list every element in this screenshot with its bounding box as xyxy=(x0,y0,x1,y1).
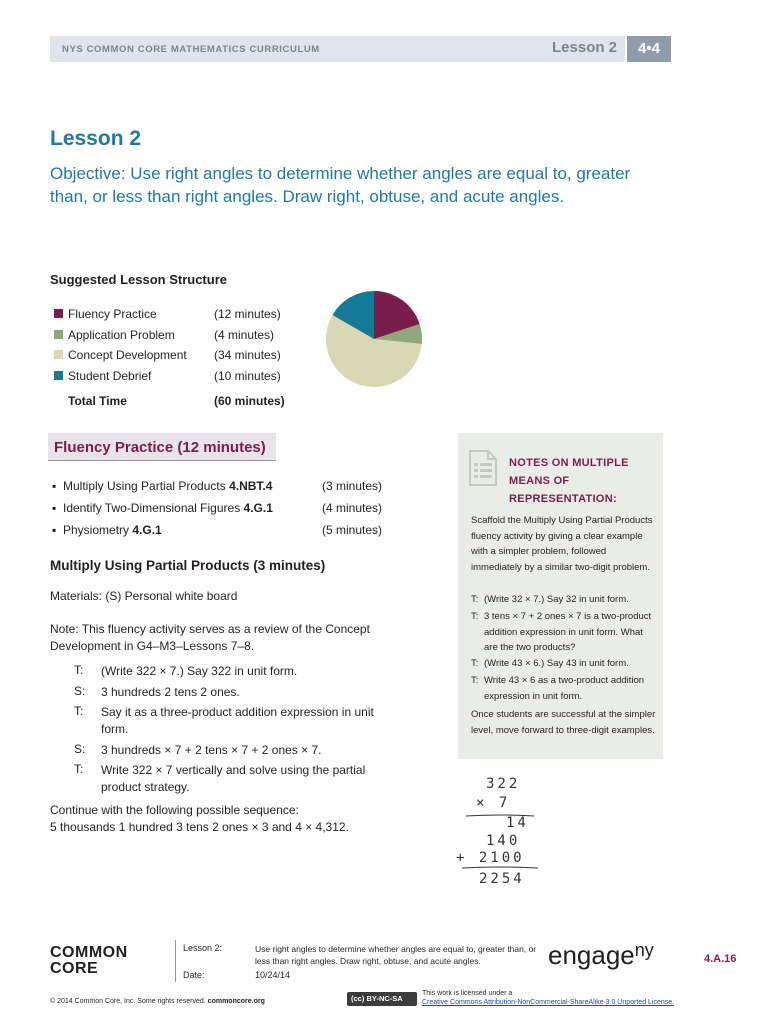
dialogue-text: 3 hundreds × 7 + 2 tens × 7 + 2 ones × 7. xyxy=(101,743,322,757)
common-core-logo: CORE xyxy=(50,960,99,977)
notes-text: (Write 32 × 7.) Say 32 in unit form. xyxy=(484,594,629,605)
activity-heading: Multiply Using Partial Products (3 minutes) xyxy=(50,558,326,573)
fluency-item-minutes: (4 minutes) xyxy=(322,501,383,515)
fluency-item-standard: 4.NBT.4 xyxy=(229,479,273,493)
structure-item-label: Fluency Practice xyxy=(68,307,157,321)
legend-swatch xyxy=(54,330,63,339)
dialogue-text: 3 hundreds 2 tens 2 ones. xyxy=(101,685,240,699)
bullet-icon: ▪ xyxy=(52,523,57,537)
license-text: This work is licensed under a xyxy=(422,990,513,997)
license-link[interactable]: Creative Commons Attribution-NonCommercial-ShareAlike 3.0 Unported License. xyxy=(422,999,675,1006)
fluency-title: Fluency Practice (12 minutes) xyxy=(54,439,266,456)
footer-date: 10/24/14 xyxy=(255,970,291,980)
handwork-line: + 2100 xyxy=(456,850,525,866)
notes-dialogue-line xyxy=(471,609,657,656)
page-code: 4.A.16 xyxy=(704,953,737,965)
legend-swatch xyxy=(54,371,63,380)
structure-item-minutes: (12 minutes) xyxy=(214,307,281,321)
copyright-text: © 2014 Common Core, Inc. Some rights reserved. xyxy=(50,998,208,1005)
header-lesson: Lesson 2 xyxy=(552,39,618,56)
fluency-item-minutes: (5 minutes) xyxy=(322,523,383,537)
curriculum-title: NYS COMMON CORE MATHEMATICS CURRICULUM xyxy=(62,44,320,55)
total-time-label: Total Time xyxy=(68,394,127,408)
structure-item-minutes: (10 minutes) xyxy=(214,369,281,383)
lesson-structure-pie xyxy=(324,289,424,389)
continue-sequence xyxy=(50,802,410,836)
handwork-line: 2254 xyxy=(479,871,525,887)
notes-dialogue-line xyxy=(471,673,657,704)
footer-lesson-label: Lesson 2: xyxy=(183,943,223,953)
notes-text: Write 43 × 6 as a two-product addition expression in unit form. xyxy=(484,675,645,702)
fluency-item-standard: 4.G.1 xyxy=(243,501,273,515)
dialogue-speaker: S: xyxy=(74,684,86,698)
structure-item-minutes: (34 minutes) xyxy=(214,348,281,362)
fluency-item-minutes: (3 minutes) xyxy=(322,479,383,493)
cc-icon: (cc) xyxy=(351,994,365,1003)
engageny-logo xyxy=(548,940,654,971)
notes-dialogue-line xyxy=(471,592,657,608)
copyright-site: commoncore.org xyxy=(207,998,265,1005)
dialogue-speaker: T: xyxy=(74,704,84,718)
continue-line: Continue with the following possible sequence: xyxy=(50,803,299,817)
notes-text: 3 tens × 7 + 2 ones × 7 is a two-product addition expression in unit form. What are the two products? xyxy=(484,611,652,653)
total-time-minutes: (60 minutes) xyxy=(214,394,285,408)
notes-speaker: T: xyxy=(471,594,479,605)
notes-speaker: T: xyxy=(471,611,479,622)
ny-text: ny xyxy=(634,940,654,960)
footer-divider xyxy=(175,940,176,982)
handwork-line: 322 xyxy=(486,776,521,792)
copyright xyxy=(50,998,265,1005)
lesson-title: Lesson 2 xyxy=(50,127,142,150)
structure-heading: Suggested Lesson Structure xyxy=(50,272,227,287)
dialogue-text: Write 322 × 7 vertically and solve using the partial product strategy. xyxy=(101,763,366,794)
activity-note: Note: This fluency activity serves as a review of the Concept Development in G4–M3–Lessons 7–8. xyxy=(50,622,370,653)
structure-item-label: Application Problem xyxy=(68,328,175,342)
notes-document-icon xyxy=(468,449,498,487)
fluency-item-standard: 4.G.1 xyxy=(132,523,162,537)
handwork-line: 14 xyxy=(506,815,529,831)
notes-intro: Scaffold the Multiply Using Partial Products fluency activity by giving a clear example with a simpler problem, followed immediately by a similar two-digit problem. xyxy=(471,515,653,573)
structure-item-label: Concept Development xyxy=(68,348,187,362)
dialogue-speaker: S: xyxy=(74,742,86,756)
notes-dialogue-line xyxy=(471,656,657,672)
fluency-item-text: Identify Two-Dimensional Figures xyxy=(63,501,244,515)
fluency-item-text: Physiometry xyxy=(63,523,133,537)
handwork-line: 140 xyxy=(486,833,521,849)
notes-outro: Once students are successful at the simpler level, move forward to three-digit examples. xyxy=(471,709,656,736)
fluency-item-text: Multiply Using Partial Products xyxy=(63,479,230,493)
notes-text: (Write 43 × 6.) Say 43 in unit form. xyxy=(484,658,629,669)
dialogue-text: Say it as a three-product addition expression in unit form. xyxy=(101,705,374,736)
structure-item-label: Student Debrief xyxy=(68,369,152,383)
common-core-logo: COMMON xyxy=(50,944,128,961)
footer-objective: Use right angles to determine whether angles are equal to, greater than, or less than right angles. Draw right, obtuse, and acute angles. xyxy=(255,944,537,966)
continue-line: 5 thousands 1 hundred 3 tens 2 ones × 3 and 4 × 4,312. xyxy=(50,820,349,834)
cc-badge-label: BY-NC-SA xyxy=(366,994,403,1003)
notes-heading: NOTES ON MULTIPLE MEANS OF REPRESENTATION: xyxy=(509,457,629,505)
notes-speaker: T: xyxy=(471,675,479,686)
footer-date-label: Date: xyxy=(183,970,205,980)
dialogue-text: (Write 322 × 7.) Say 322 in unit form. xyxy=(101,664,298,678)
module-code: 4•4 xyxy=(638,40,660,57)
bullet-icon: ▪ xyxy=(52,501,57,515)
legend-swatch xyxy=(54,309,63,318)
engage-text: engage xyxy=(548,940,635,970)
dialogue-speaker: T: xyxy=(74,762,84,776)
handwork-line: × 7 xyxy=(476,795,511,811)
legend-swatch xyxy=(54,350,63,359)
notes-speaker: T: xyxy=(471,658,479,669)
dialogue-speaker: T: xyxy=(74,663,84,677)
structure-item-minutes: (4 minutes) xyxy=(214,328,275,342)
lesson-objective: Objective: Use right angles to determine whether angles are equal to, greater than, or less than right angles. Draw right, obtuse, and acute angles. xyxy=(50,164,631,206)
activity-materials: Materials: (S) Personal white board xyxy=(50,589,238,603)
bullet-icon: ▪ xyxy=(52,479,57,493)
